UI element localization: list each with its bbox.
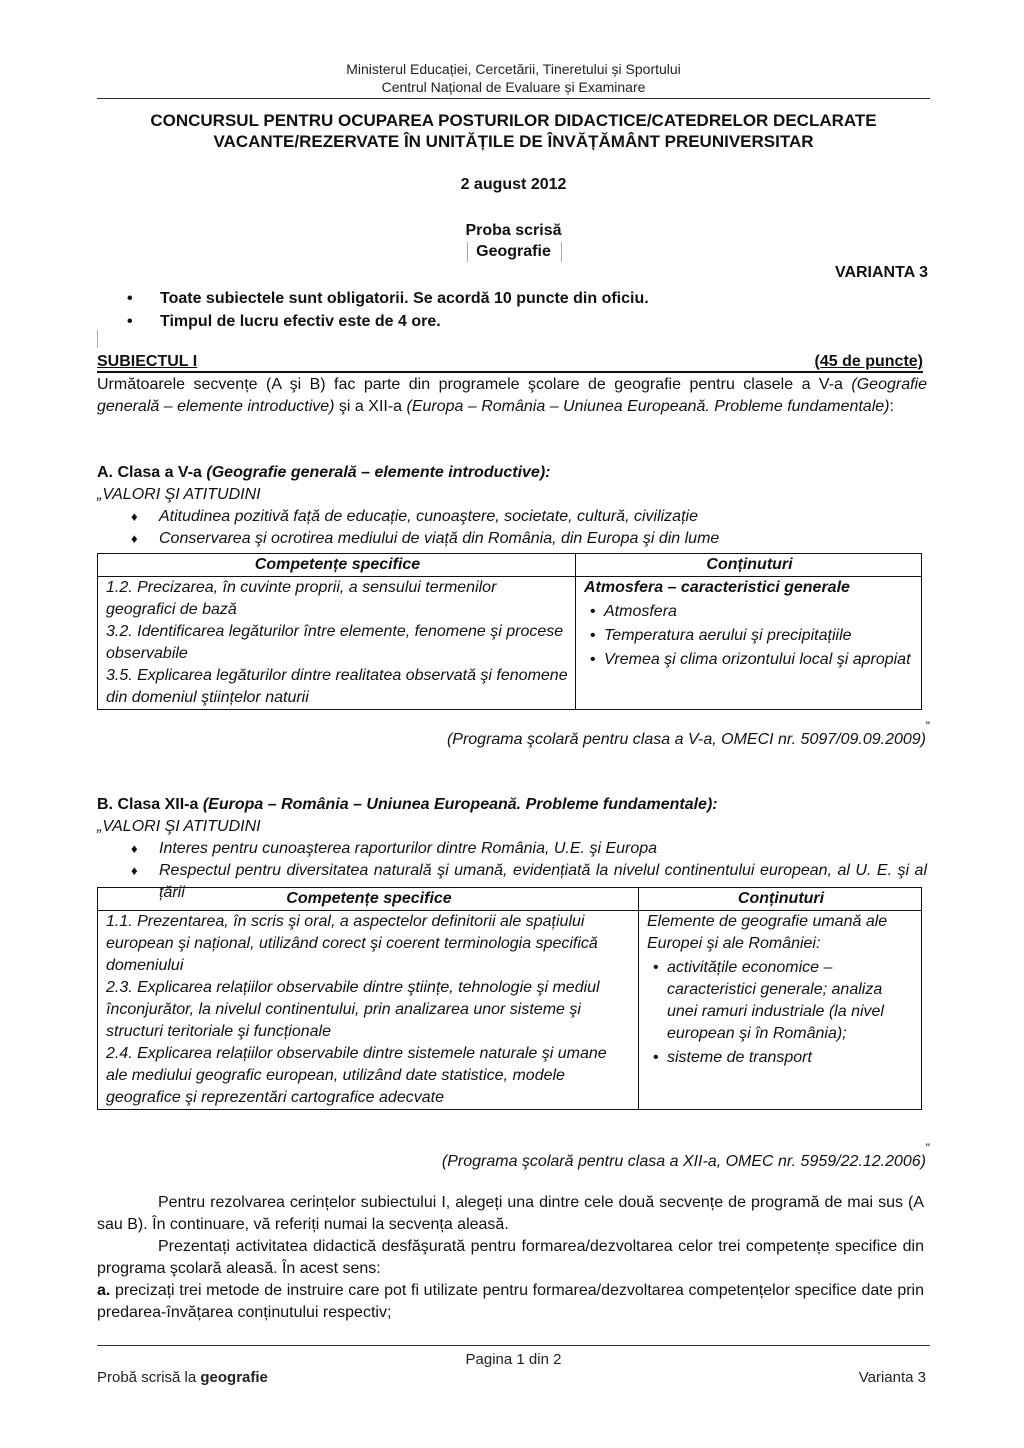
- content-title: Atmosfera – caracteristici generale: [584, 579, 850, 596]
- document-title: [97, 110, 930, 152]
- instruction-paragraph-2: Prezentați activitatea didactică desfăşurată pentru formarea/dezvoltarea celor trei competențe specifice din programa şcolară aleasă. În acest sens:: [97, 1238, 924, 1277]
- competence-item: 1.1. Prezentarea, în scris şi oral, a aspectelor definitorii ale spațiului european şi național, utilizând corect şi coerent terminologia specifică domeniului: [106, 913, 598, 974]
- section-b-heading: [97, 794, 927, 816]
- text-cursor-mark: [97, 330, 98, 348]
- competence-item: 3.5. Explicarea legăturilor dintre realitatea observată şi fenomene din domeniul ştiințelor naturii: [106, 667, 568, 706]
- footer-variant: Varianta 3: [858, 1369, 926, 1386]
- value-item: ♦ Atitudinea pozitivă față de educație, cunoaştere, societate, cultură, civilizație: [97, 506, 927, 528]
- task-a-text: precizați trei metode de instruire care pot fi utilizate pentru formarea/dezvoltarea competențelor specifice date prin predarea-învățarea conținutului respectiv;: [97, 1282, 924, 1321]
- exam-subject: Geografie: [476, 243, 551, 260]
- content-item: • Atmosfera: [584, 601, 915, 623]
- footer-divider: [97, 1345, 930, 1346]
- section-b-label-italic: (Europa – România – Uniunea Europeană. Probleme fundamentale):: [202, 796, 718, 813]
- task-a: [97, 1280, 924, 1324]
- subject-1-points: (45 de puncte): [814, 353, 923, 370]
- competence-item: 2.3. Explicarea relațiilor observabile dintre ştiințe, tehnologie şi mediul înconjurător, la nivelul continentului, prin analizarea unor sisteme şi structuri teritoriale şi funcționale: [106, 979, 600, 1040]
- value-item: ♦ Interes pentru cunoaşterea raporturilor dintre România, U.E. şi Europa: [97, 838, 927, 860]
- competence-item: 2.4. Explicarea relațiilor observabile dintre sistemele naturale şi umane ale mediului geografic european, utilizând date statistice, modele geografice şi reprezentări cartografice adecvate: [106, 1045, 607, 1106]
- competences-cell: [98, 577, 576, 710]
- closing-quote: ": [925, 719, 930, 733]
- col-header-competences: Competențe specifice: [98, 888, 639, 911]
- competence-item: 1.2. Precizarea, în cuvinte proprii, a sensului termenilor geografici de bază: [106, 579, 497, 618]
- source-citation: (Programa şcolară pentru clasa a V-a, OMECI nr. 5097/09.09.2009): [446, 731, 926, 748]
- col-header-competences: Competențe specifice: [98, 554, 576, 577]
- page-number: Pagina 1 din 2: [465, 1351, 562, 1368]
- value-item: ♦ Conservarea şi ocrotirea mediului de viață din România, din Europa şi din lume: [97, 528, 927, 550]
- rule-item: • Toate subiectele sunt obligatorii. Se acordă 10 puncte din oficiu.: [125, 287, 649, 310]
- intro-text: Următoarele secvențe (A şi B) fac parte din programele şcolare de geografie pentru clasele a V-a: [97, 376, 852, 393]
- intro-italic-b: (Europa – România – Uniunea Europeană. Probleme fundamentale): [406, 397, 890, 415]
- exam-type-block: [97, 220, 930, 262]
- footer-exam-label: [97, 1369, 268, 1386]
- title-line-1: CONCURSUL PENTRU OCUPAREA POSTURILOR DIDACTICE/CATEDRELOR DECLARATE: [150, 111, 877, 130]
- col-header-contents: Conținuturi: [639, 888, 922, 911]
- center-name: Centrul Național de Evaluare și Examinare: [381, 79, 646, 95]
- title-line-2: VACANTE/REZERVATE ÎN UNITĂȚILE DE ÎNVĂȚĂMÂNT PREUNIVERSITAR: [213, 132, 814, 151]
- variant-label: VARIANTA 3: [834, 264, 928, 281]
- competence-item: 3.2. Identificarea legăturilor între elemente, fenomene şi procese observabile: [106, 623, 564, 662]
- exam-rules-list: [125, 287, 649, 333]
- text-cursor-mark: [561, 242, 562, 262]
- content-item: • activitățile economice – caracteristici generale; analiza unei ramuri industriale (la nivel european şi în România);: [647, 957, 915, 1045]
- intro-italic-a: (Geografie generală – elemente introductive): [97, 376, 927, 415]
- instruction-paragraph-1: Pentru rezolvarea cerințelor subiectului I, alegeți una dintre cele două secvențe de programă de mai sus (A sau B). În continuare, vă referiți numai la secvența aleasă.: [97, 1194, 924, 1233]
- intro-text: :: [889, 397, 894, 415]
- content-item: • Temperatura aerului şi precipitațiile: [584, 625, 915, 647]
- page-header: [97, 60, 930, 96]
- subject-1-intro: [97, 374, 927, 417]
- intro-text: şi a XII-a: [334, 397, 407, 415]
- content-item: • Vremea şi clima orizontului local şi apropiat: [584, 649, 915, 671]
- footer-subject: geografie: [200, 1369, 268, 1386]
- closing-quote: ": [925, 1141, 930, 1155]
- section-a-label: A. Clasa a V-a: [97, 464, 207, 481]
- source-citation: (Programa şcolară pentru clasa a XII-a, OMEC nr. 5959/22.12.2006): [441, 1153, 926, 1170]
- section-a-heading: [97, 462, 927, 484]
- footer-prefix: Probă scrisă la: [97, 1369, 201, 1386]
- exam-date: 2 august 2012: [460, 176, 567, 193]
- section-a-label-italic: (Geografie generală – elemente introductive):: [206, 464, 551, 481]
- ministry-name: Ministerul Educației, Cercetării, Tineretului și Sportului: [346, 61, 681, 77]
- competences-cell: [98, 911, 639, 1110]
- content-item: • sisteme de transport: [647, 1047, 915, 1069]
- values-title: „VALORI ŞI ATITUDINI: [97, 486, 261, 503]
- task-a-label: a.: [97, 1282, 111, 1299]
- section-a-table: [97, 553, 922, 710]
- contents-cell: [576, 577, 922, 710]
- text-cursor-mark: [467, 242, 468, 262]
- content-title: Elemente de geografie umană ale Europei şi ale României:: [647, 913, 888, 952]
- section-b-label: B. Clasa XII-a: [97, 796, 203, 813]
- subject-1-title: SUBIECTUL I: [97, 353, 198, 370]
- header-divider: [97, 98, 930, 99]
- value-item: ♦ Respectul pentru diversitatea naturală şi umană, evidențiată la nivelul continentului european, al U. E. şi al țării: [97, 860, 927, 904]
- section-b-source: [441, 1141, 930, 1171]
- subject-1-header: [97, 352, 923, 373]
- rule-item: • Timpul de lucru efectiv este de 4 ore.: [125, 310, 649, 333]
- section-a: [97, 462, 927, 550]
- contents-cell: [639, 911, 922, 1110]
- exam-type: Proba scrisă: [465, 222, 562, 239]
- subject-1-instructions: [97, 1192, 924, 1324]
- section-a-source: [446, 719, 930, 749]
- section-b-table: [97, 887, 922, 1110]
- col-header-contents: Conținuturi: [576, 554, 922, 577]
- values-title: „VALORI ŞI ATITUDINI: [97, 818, 261, 835]
